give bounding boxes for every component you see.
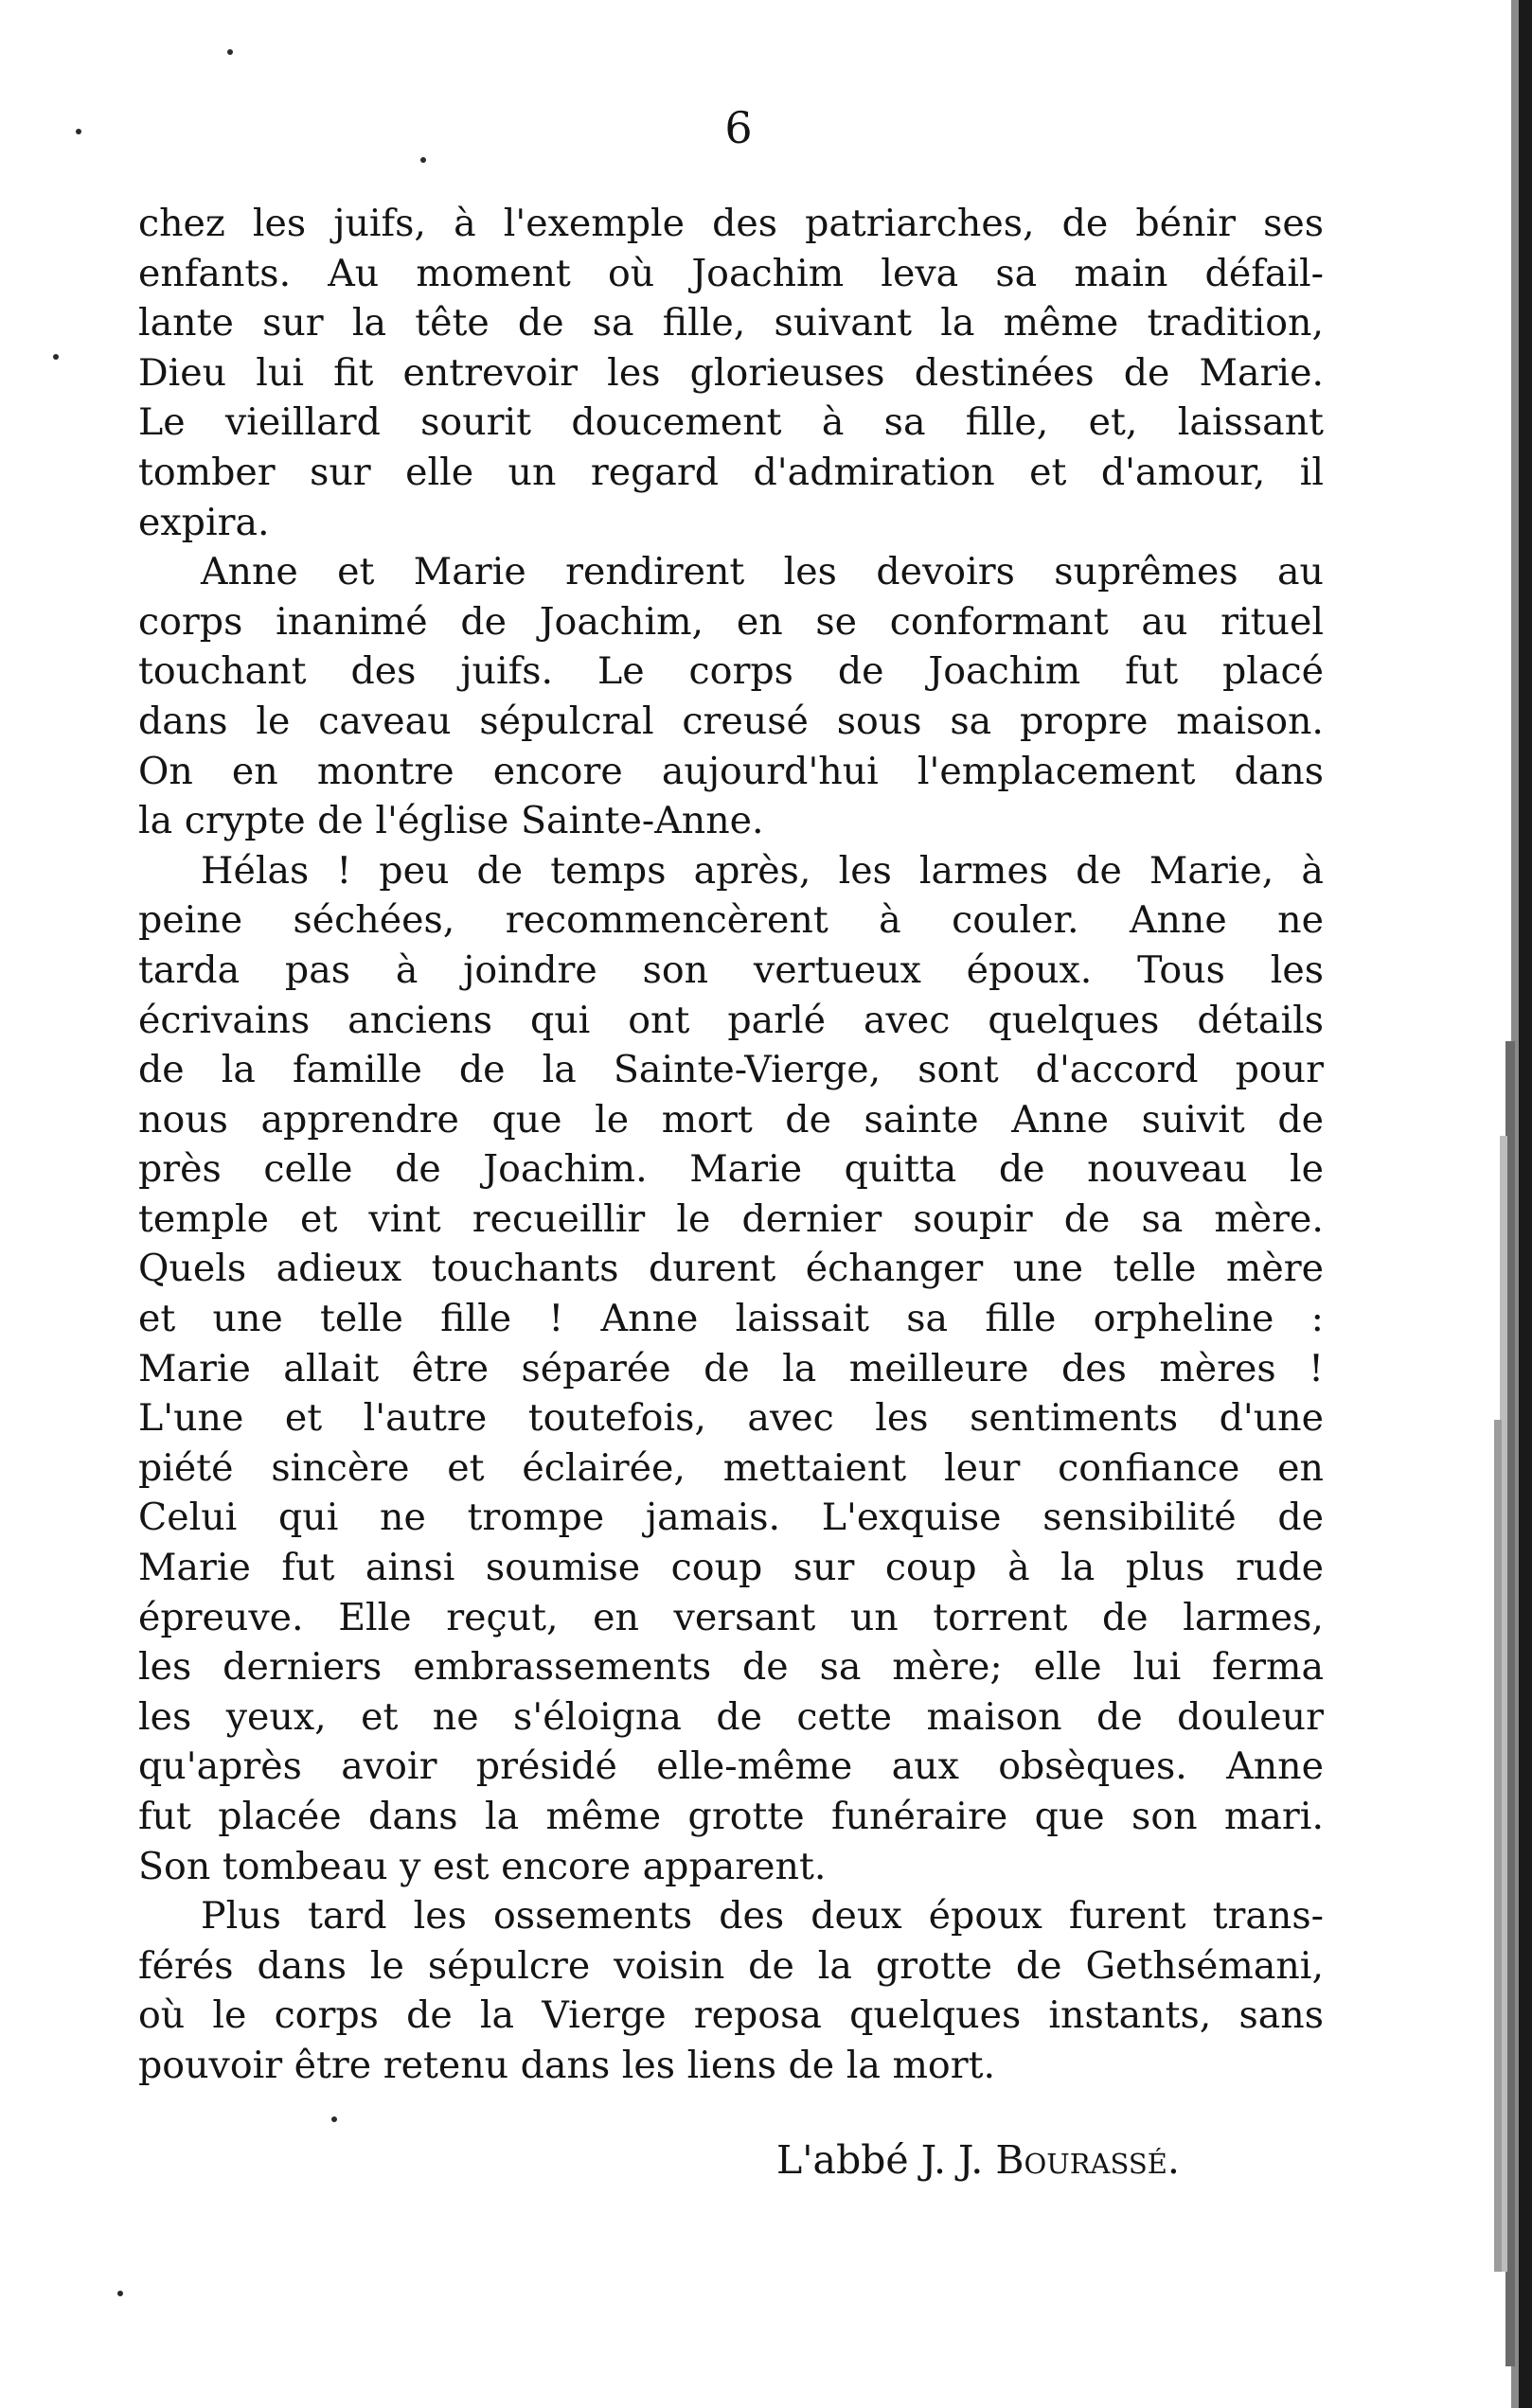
text-line: Marie allait être séparée de la meilleure des mères ! — [138, 1346, 1324, 1390]
text-line: Le vieillard sourit doucement à sa fille, et, laissant — [138, 400, 1324, 445]
scan-speck — [53, 354, 59, 360]
text-line: piété sincère et éclairée, mettaient leur confiance en — [138, 1445, 1324, 1490]
scan-edge-shadow — [1477, 0, 1532, 2408]
text-line: les yeux, et ne s'éloigna de cette maison de douleur — [138, 1694, 1324, 1739]
text-line: Marie fut ainsi soumise coup sur coup à la plus rude — [138, 1546, 1324, 1590]
text-line: chez les juifs, à l'exemple des patriarches, de bénir ses — [138, 202, 1324, 245]
text-line: Anne et Marie rendirent les devoirs suprêmes au — [201, 550, 1324, 594]
text-line: Hélas ! peu de temps après, les larmes de Marie, à — [201, 848, 1324, 893]
text-line: temple et vint recueillir le dernier soupir de sa mère. — [138, 1196, 1324, 1241]
text-line: épreuve. Elle reçut, en versant un torrent de larmes, — [138, 1595, 1324, 1639]
text-line: de la famille de la Sainte-Vierge, sont d'accord pour — [138, 1048, 1324, 1092]
page-number: 6 — [724, 102, 753, 153]
scan-speck — [331, 2116, 337, 2122]
text-line: et une telle fille ! Anne laissait sa fille orpheline : — [138, 1297, 1324, 1341]
text-line: lante sur la tête de sa fille, suivant la même tradition, — [138, 301, 1324, 345]
signature-prefix: L'abbé J. J. — [776, 2137, 996, 2183]
body-text — [138, 199, 1324, 2091]
text-line: les derniers embrassements de sa mère; elle lui ferma — [138, 1645, 1324, 1690]
text-line: enfants. Au moment où Joachim leva sa main défail- — [138, 251, 1324, 295]
text-line: expira. — [138, 500, 270, 544]
scan-speck — [227, 49, 233, 55]
text-line: L'une et l'autre toutefois, avec les sentiments d'une — [138, 1396, 1324, 1441]
signature-name: Bourassé. — [995, 2137, 1180, 2183]
text-line: où le corps de la Vierge reposa quelques instants, sans — [138, 1993, 1324, 2038]
scan-speck — [420, 157, 426, 163]
text-line: la crypte de l'église Sainte-Anne. — [138, 799, 764, 843]
text-line: On en montre encore aujourd'hui l'emplacement dans — [138, 749, 1324, 793]
text-line: corps inanimé de Joachim, en se conformant au rituel — [138, 599, 1324, 644]
text-line: Celui qui ne trompe jamais. L'exquise sensibilité de — [138, 1496, 1324, 1540]
text-line: Plus tard les ossements des deux époux furent trans- — [201, 1894, 1324, 1939]
text-line: Quels adieux touchants durent échanger une telle mère — [138, 1247, 1324, 1291]
text-line: dans le caveau sépulcral creusé sous sa propre maison. — [138, 699, 1324, 743]
text-line: fut placée dans la même grotte funéraire que son mari. — [138, 1795, 1324, 1838]
scan-speck — [76, 129, 81, 134]
text-line: près celle de Joachim. Marie quitta de nouveau le — [138, 1147, 1324, 1192]
text-line: tomber sur elle un regard d'admiration et d'amour, il — [138, 450, 1324, 494]
text-line: touchant des juifs. Le corps de Joachim fut placé — [138, 649, 1324, 694]
text-line: écrivains anciens qui ont parlé avec quelques détails — [138, 998, 1324, 1042]
text-line: qu'après avoir présidé elle-même aux obsèques. Anne — [138, 1744, 1324, 1789]
text-line: tarda pas à joindre son vertueux époux. Tous les — [138, 947, 1324, 992]
text-line: peine séchées, recommencèrent à couler. Anne ne — [138, 898, 1324, 943]
signature — [776, 2137, 1288, 2184]
text-line: nous apprendre que le mort de sainte Anne suivit de — [138, 1097, 1324, 1142]
text-line: pouvoir être retenu dans les liens de la mort. — [138, 2043, 996, 2087]
scan-speck — [117, 2291, 123, 2296]
text-line: Son tombeau y est encore apparent. — [138, 1844, 827, 1888]
text-line: férés dans le sépulcre voisin de la grotte de Gethsémani, — [138, 1943, 1324, 1988]
text-line: Dieu lui fit entrevoir les glorieuses destinées de Marie. — [138, 350, 1324, 395]
